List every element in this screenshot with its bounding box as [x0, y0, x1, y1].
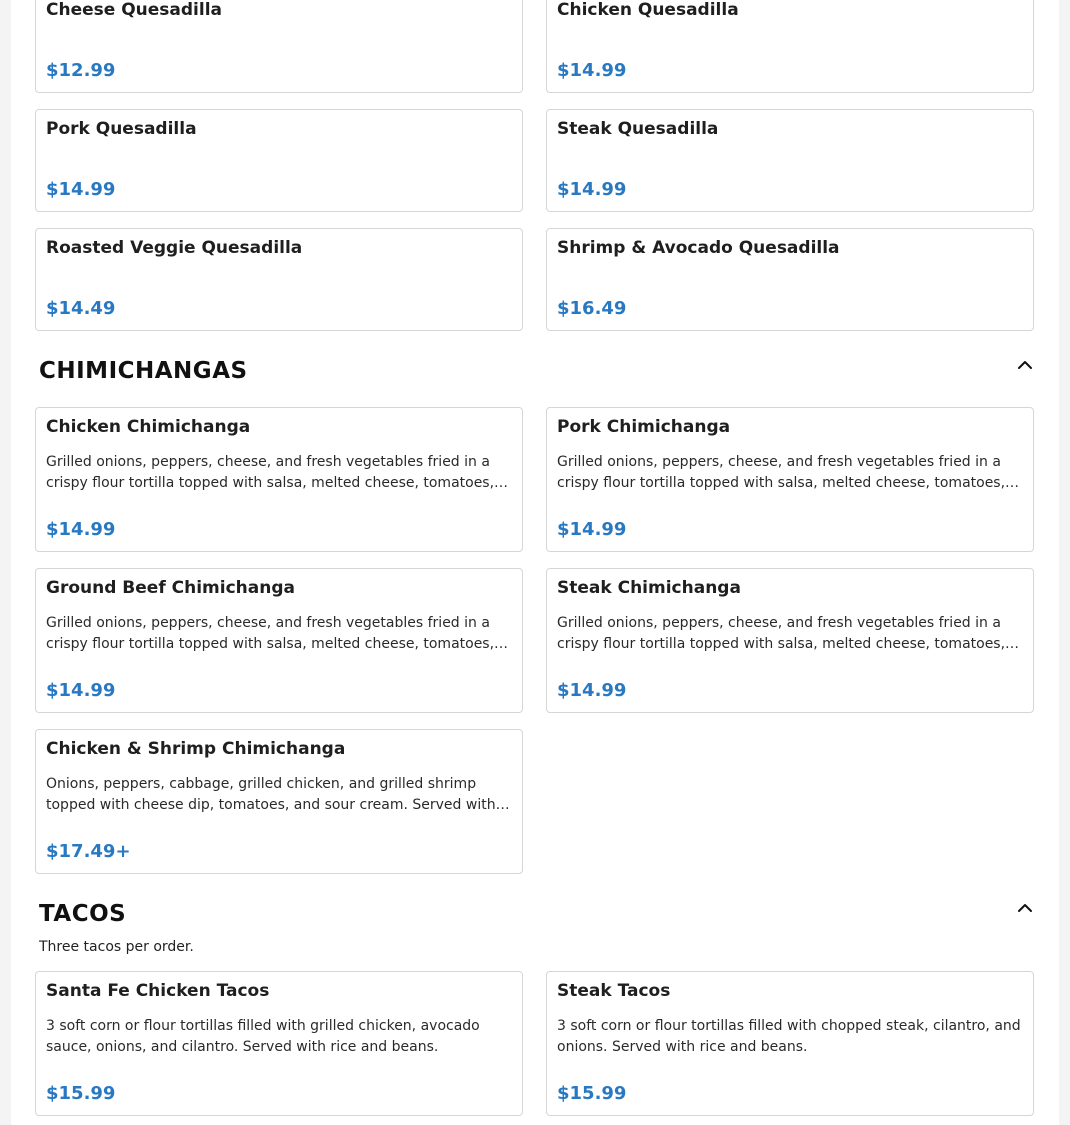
item-price: $14.99 [46, 179, 116, 200]
item-price: $14.99 [46, 680, 116, 701]
item-description: Grilled onions, peppers, cheese, and fresh vegetables fried in a crispy flour tortilla topped with salsa, melted cheese, tomatoes,… [557, 454, 1020, 491]
item-price: $14.49 [46, 298, 116, 319]
section-title-chimichangas: CHIMICHANGAS [39, 358, 248, 384]
menu-item-card[interactable] [546, 0, 1034, 93]
section-title-tacos: TACOS [39, 901, 127, 927]
item-name: Shrimp & Avocado Quesadilla [557, 238, 840, 258]
menu-item-card[interactable] [35, 109, 523, 212]
item-name: Cheese Quesadilla [46, 0, 223, 20]
menu-item-card[interactable] [35, 568, 523, 713]
item-price: $12.99 [46, 60, 116, 81]
item-description: Grilled onions, peppers, cheese, and fresh vegetables fried in a crispy flour tortilla topped with salsa, melted cheese, tomatoes,… [46, 615, 509, 652]
section-note: Three tacos per order. [39, 939, 194, 955]
item-description: Grilled onions, peppers, cheese, and fresh vegetables fried in a crispy flour tortilla topped with salsa, melted cheese, tomatoes,… [557, 615, 1020, 652]
menu-item-card[interactable] [35, 729, 523, 874]
item-description: Onions, peppers, cabbage, grilled chicken, and grilled shrimp topped with cheese dip, tomatoes, and sour cream. Served with… [46, 776, 510, 813]
chevron-up-icon[interactable] [1017, 357, 1033, 373]
item-name: Chicken Chimichanga [46, 417, 251, 437]
item-name: Chicken Quesadilla [557, 0, 739, 20]
menu-item-card[interactable] [546, 407, 1034, 552]
item-name: Chicken & Shrimp Chimichanga [46, 739, 346, 759]
menu-item-card[interactable] [546, 228, 1034, 331]
item-name: Steak Quesadilla [557, 119, 719, 139]
menu-page [11, 0, 1059, 1125]
item-name: Pork Chimichanga [557, 417, 731, 437]
item-price: $14.99 [46, 519, 116, 540]
item-price: $14.99 [557, 60, 627, 81]
item-price: $14.99 [557, 179, 627, 200]
item-description: Grilled onions, peppers, cheese, and fresh vegetables fried in a crispy flour tortilla topped with salsa, melted cheese, tomatoes,… [46, 454, 509, 491]
item-name: Ground Beef Chimichanga [46, 578, 295, 598]
chevron-up-icon[interactable] [1017, 900, 1033, 916]
menu-item-card[interactable] [35, 0, 523, 93]
menu-item-card[interactable] [35, 228, 523, 331]
item-price: $14.99 [557, 680, 627, 701]
menu-item-card[interactable] [546, 568, 1034, 713]
menu-item-card[interactable] [546, 109, 1034, 212]
menu-item-card[interactable] [35, 971, 523, 1116]
item-name: Steak Tacos [557, 981, 671, 1001]
item-description: 3 soft corn or flour tortillas filled with chopped steak, cilantro, and onions. Served with rice and beans. [557, 1018, 1021, 1055]
item-name: Roasted Veggie Quesadilla [46, 238, 303, 258]
menu-item-card[interactable] [546, 971, 1034, 1116]
item-name: Santa Fe Chicken Tacos [46, 981, 270, 1001]
item-price: $14.99 [557, 519, 627, 540]
item-price: $17.49+ [46, 841, 131, 862]
item-price: $16.49 [557, 298, 627, 319]
item-price: $15.99 [557, 1083, 627, 1104]
item-price: $15.99 [46, 1083, 116, 1104]
menu-item-card[interactable] [35, 407, 523, 552]
item-name: Steak Chimichanga [557, 578, 741, 598]
item-name: Pork Quesadilla [46, 119, 197, 139]
item-description: 3 soft corn or flour tortillas filled with grilled chicken, avocado sauce, onions, and cilantro. Served with rice and beans. [46, 1018, 480, 1055]
